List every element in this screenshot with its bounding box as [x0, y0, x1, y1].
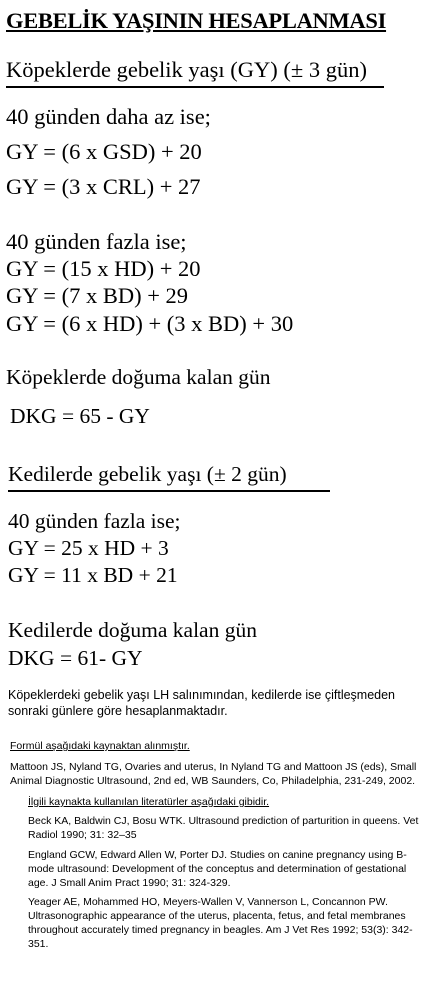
over-40-days-label: 40 günden fazla ise; [6, 229, 187, 254]
formula-hd: GY = (15 x HD) + 20 [6, 256, 201, 281]
calculation-note: Köpeklerdeki gebelik yaşı LH salınımından, kedilerde ise çiftleşmeden sonraki günlere göre hesaplanmaktadır. [8, 688, 396, 718]
related-literature-label: İlgili kaynakta kullanılan literatürler aşağıdaki gibidir. [28, 796, 270, 808]
reference-item: England GCW, Edward Allen W, Porter DJ. Studies on canine pregnancy using B-mode ultrasound: Development of the conceptus and determination of gestational age. J Small Anim Pract 1990; 31: 324-329. [28, 849, 407, 889]
dog-gestation-heading: Köpeklerde gebelik yaşı (GY) (± 3 gün) [6, 57, 384, 88]
cat-formula-bd: GY = 11 x BD + 21 [8, 563, 178, 587]
source-reference: Mattoon JS, Nyland TG, Ovaries and uterus, In Nyland TG and Mattoon JS (eds), Small Animal Diagnostic Ultrasound, 2nd ed, WB Saunders, Co, Philadelphia, 231-249, 2002. [10, 761, 417, 787]
source-label: Formül aşağıdaki kaynaktan alınmıştır. [10, 740, 190, 752]
page-title: GEBELİK YAŞININ HESAPLANMASI [6, 8, 387, 33]
reference-item: Beck KA, Baldwin CJ, Bosu WTK. Ultrasound prediction of parturition in queens. Vet Radiol 1990; 31: 32–35 [28, 815, 419, 841]
formula-hd-bd: GY = (6 x HD) + (3 x BD) + 30 [6, 311, 294, 336]
formula-crl: GY = (3 x CRL) + 27 [6, 174, 201, 199]
formula-gsd: GY = (6 x GSD) + 20 [6, 139, 202, 164]
dog-remaining-days-label: Köpeklerde doğuma kalan gün [6, 365, 271, 389]
dog-remaining-days-formula: DKG = 65 - GY [10, 404, 150, 428]
cat-remaining-days-label: Kedilerde doğuma kalan gün [8, 618, 257, 642]
under-40-days-label: 40 günden daha az ise; [6, 104, 211, 129]
cat-gestation-heading: Kedilerde gebelik yaşı (± 2 gün) [8, 462, 330, 492]
reference-item: Yeager AE, Mohammed HO, Meyers-Wallen V, Vannerson L, Concannon PW. Ultrasonographic appearance of the uterus, placenta, fetus, and fetal membranes throughout accurately timed pregnancy in beagles. Am J Vet Res 1992; 53(3): 342-351. [28, 896, 413, 950]
formula-bd: GY = (7 x BD) + 29 [6, 283, 189, 308]
cat-formula-hd: GY = 25 x HD + 3 [8, 536, 169, 560]
cat-over-40-days-label: 40 günden fazla ise; [8, 509, 181, 533]
cat-remaining-days-formula: DKG = 61- GY [8, 646, 143, 670]
